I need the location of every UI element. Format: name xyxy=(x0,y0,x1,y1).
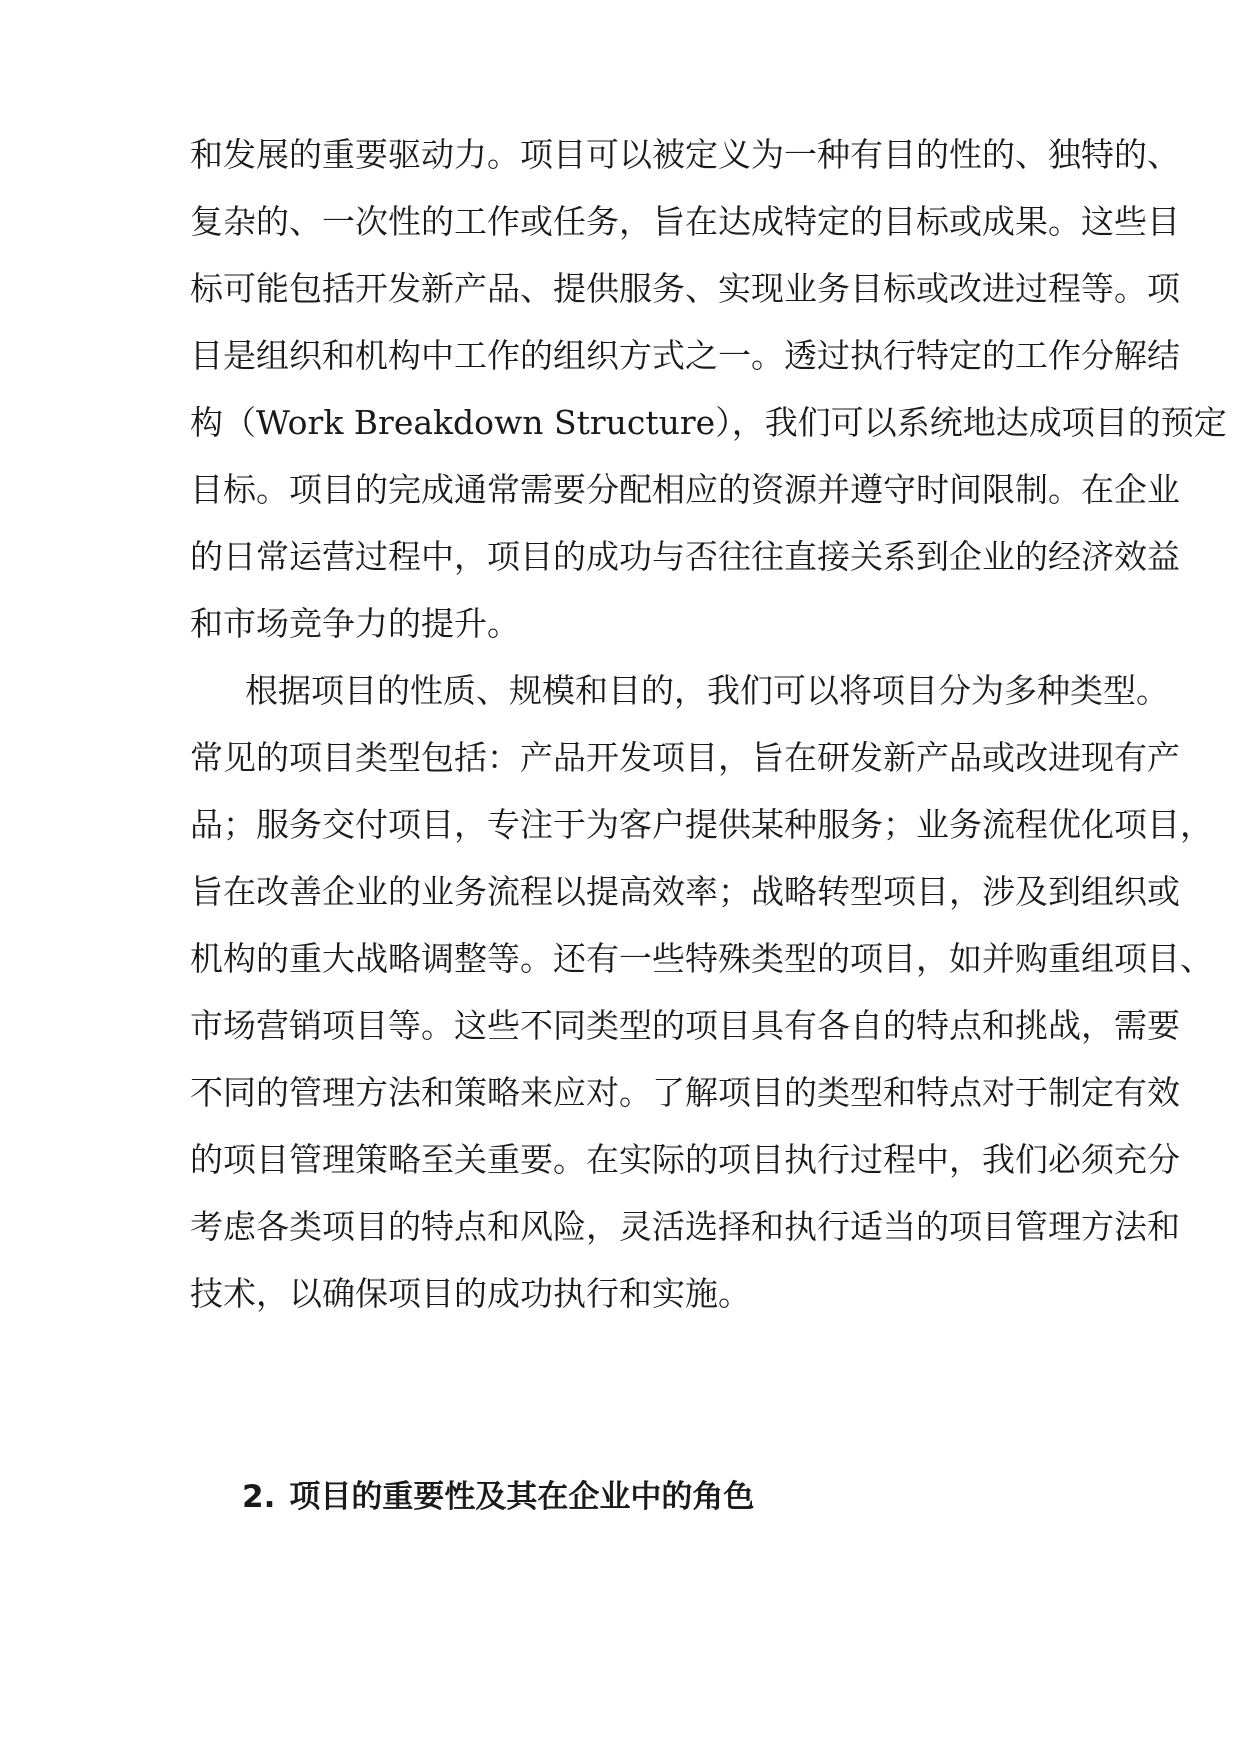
paragraph-line: 根据项目的性质、规模和目的，我们可以将项目分为多种类型。 xyxy=(245,671,1169,710)
section-heading xyxy=(242,1477,1042,1517)
paragraph-line: 的项目管理策略至关重要。在实际的项目执行过程中，我们必须充分 xyxy=(190,1140,1180,1179)
section-title: 项目的重要性及其在企业中的角色 xyxy=(289,1479,755,1515)
paragraph-line: 旨在改善企业的业务流程以提高效率；战略转型项目，涉及到组织或 xyxy=(190,872,1180,911)
paragraph-line: 不同的管理方法和策略来应对。了解项目的类型和特点对于制定有效 xyxy=(190,1073,1180,1112)
paragraph-line: 品；服务交付项目，专注于为客户提供某种服务；业务流程优化项目， xyxy=(190,805,1213,844)
paragraph-line: 目标。项目的完成通常需要分配相应的资源并遵守时间限制。在企业 xyxy=(190,470,1180,509)
paragraph-line: 常见的项目类型包括：产品开发项目，旨在研发新产品或改进现有产 xyxy=(190,738,1180,777)
paragraph-line: 的日常运营过程中，项目的成功与否往往直接关系到企业的经济效益 xyxy=(190,537,1180,576)
paragraph-line: 技术，以确保项目的成功执行和实施。 xyxy=(190,1274,751,1313)
paragraph-line: 市场营销项目等。这些不同类型的项目具有各自的特点和挑战，需要 xyxy=(190,1006,1180,1045)
paragraph-line: 和市场竞争力的提升。 xyxy=(190,604,520,643)
paragraph-line: 和发展的重要驱动力。项目可以被定义为一种有目的性的、独特的、 xyxy=(190,135,1180,174)
section-number: 2. xyxy=(242,1479,276,1515)
paragraph-line: 标可能包括开发新产品、提供服务、实现业务目标或改进过程等。项 xyxy=(190,269,1180,308)
paragraph-line: 复杂的、一次性的工作或任务，旨在达成特定的目标或成果。这些目 xyxy=(190,202,1180,241)
paragraph-line: 目是组织和机构中工作的组织方式之一。透过执行特定的工作分解结 xyxy=(190,336,1180,375)
paragraph-line: 机构的重大战略调整等。还有一些特殊类型的项目，如并购重组项目、 xyxy=(190,939,1213,978)
paragraph-line: 考虑各类项目的特点和风险，灵活选择和执行适当的项目管理方法和 xyxy=(190,1207,1180,1246)
paragraph-line: 构（Work Breakdown Structure），我们可以系统地达成项目的预定 xyxy=(190,403,1227,442)
